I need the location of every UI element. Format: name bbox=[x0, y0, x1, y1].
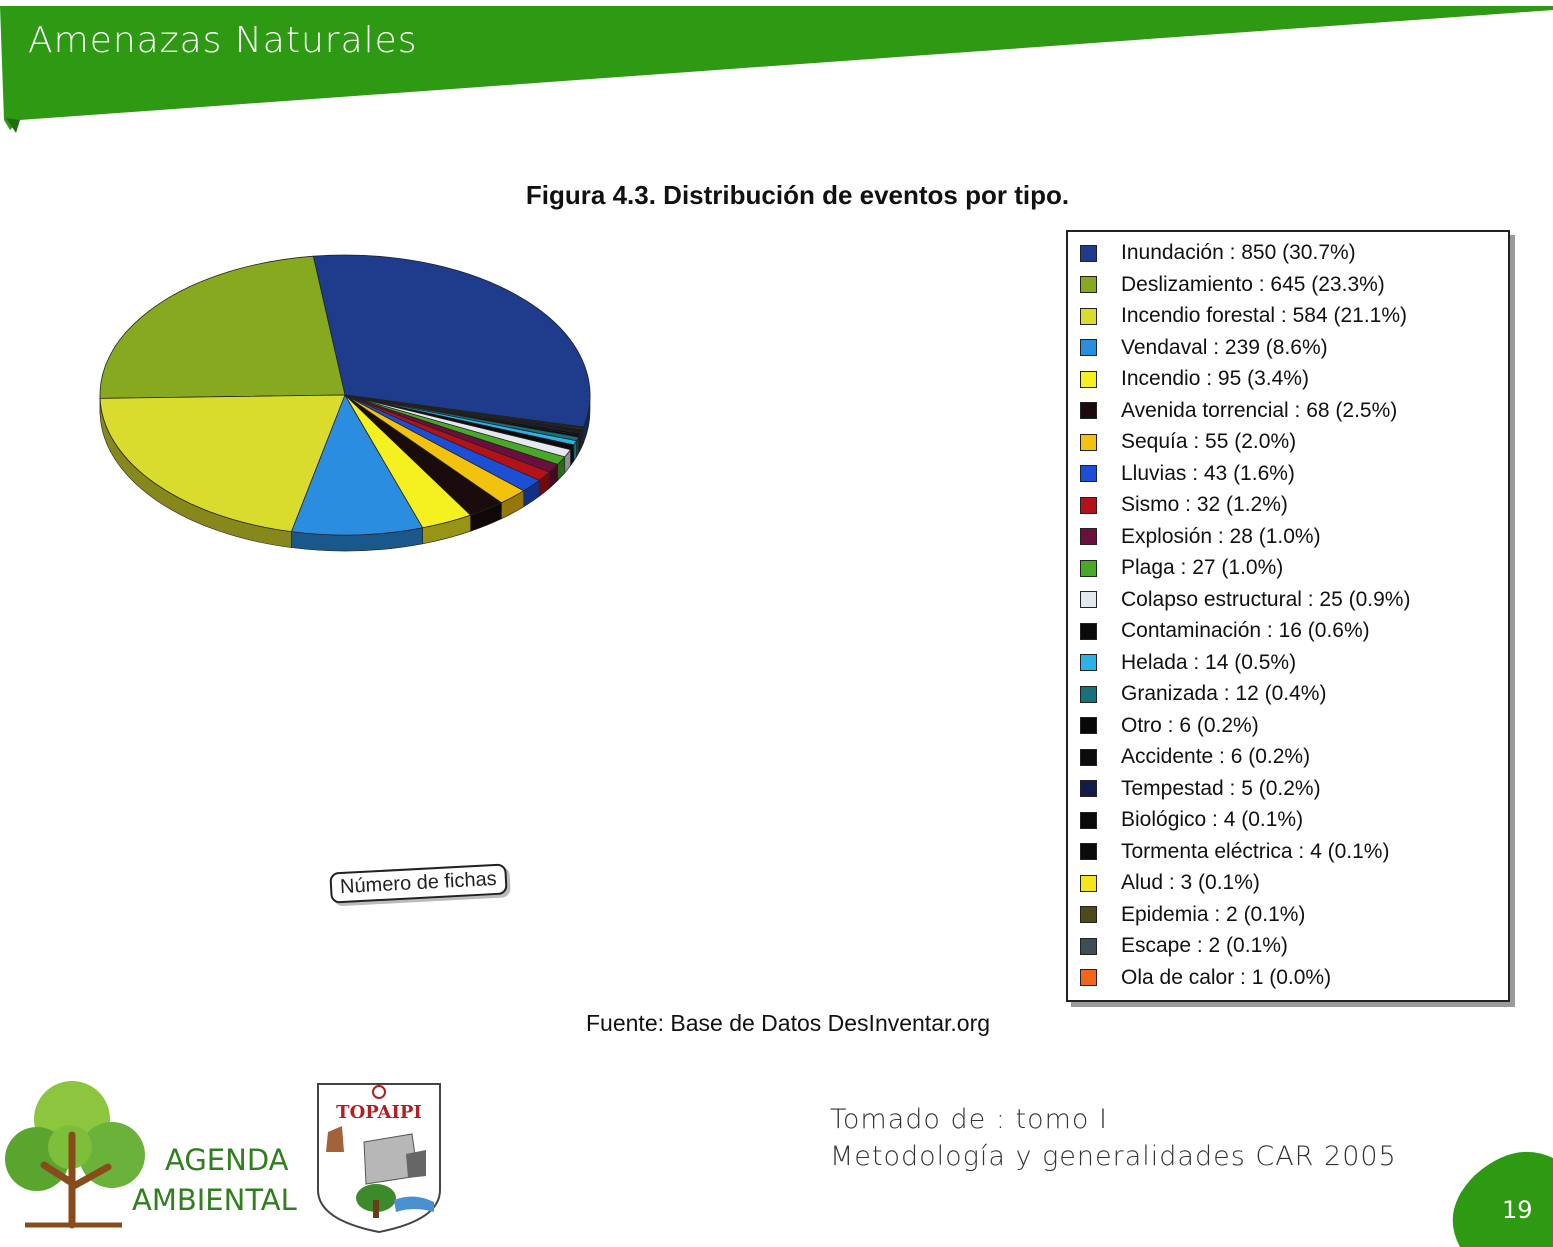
legend-label: Explosión : 28 (1.0%) bbox=[1121, 524, 1321, 548]
legend-item bbox=[1080, 333, 1328, 363]
legend-swatch bbox=[1080, 465, 1097, 482]
legend-item bbox=[1080, 238, 1356, 268]
legend-swatch bbox=[1080, 906, 1097, 923]
legend-swatch bbox=[1080, 560, 1097, 577]
legend-item bbox=[1080, 427, 1296, 457]
legend-swatch bbox=[1080, 623, 1097, 640]
legend-swatch bbox=[1080, 434, 1097, 451]
legend-item bbox=[1080, 931, 1288, 961]
legend-swatch bbox=[1080, 749, 1097, 766]
legend-swatch bbox=[1080, 843, 1097, 860]
legend-swatch bbox=[1080, 371, 1097, 388]
legend-swatch bbox=[1080, 654, 1097, 671]
legend-label: Tempestad : 5 (0.2%) bbox=[1121, 776, 1321, 800]
topaipi-crest bbox=[314, 1080, 444, 1235]
legend-swatch bbox=[1080, 339, 1097, 356]
legend-label: Incendio forestal : 584 (21.1%) bbox=[1121, 304, 1408, 327]
legend-label: Sismo : 32 (1.2%) bbox=[1121, 493, 1288, 516]
legend-item bbox=[1080, 963, 1331, 993]
legend-item bbox=[1080, 364, 1309, 394]
series-label-box: Número de fichas bbox=[329, 863, 507, 903]
legend-label: Vendaval : 239 (8.6%) bbox=[1121, 335, 1328, 359]
legend-swatch bbox=[1080, 276, 1097, 293]
legend-label: Lluvias : 43 (1.6%) bbox=[1121, 461, 1295, 485]
legend-swatch bbox=[1080, 686, 1097, 703]
legend-label: Inundación : 850 (30.7%) bbox=[1121, 241, 1356, 264]
legend-swatch bbox=[1080, 812, 1097, 829]
figure-title: Figura 4.3. Distribución de eventos por tipo. bbox=[525, 180, 1070, 210]
legend-item bbox=[1080, 711, 1259, 741]
legend-item bbox=[1080, 742, 1310, 772]
legend-label: Deslizamiento : 645 (23.3%) bbox=[1121, 272, 1385, 296]
legend-swatch bbox=[1080, 780, 1097, 797]
legend-swatch bbox=[1080, 591, 1097, 608]
legend-swatch bbox=[1080, 308, 1097, 325]
legend-label: Otro : 6 (0.2%) bbox=[1121, 713, 1259, 737]
legend-item bbox=[1080, 522, 1321, 552]
pie-chart bbox=[0, 0, 620, 600]
figure-source: Fuente: Base de Datos DesInventar.org bbox=[586, 1010, 991, 1036]
page-number-badge bbox=[1440, 1150, 1553, 1247]
page-number: 19 bbox=[1502, 1196, 1533, 1224]
legend-label: Avenida torrencial : 68 (2.5%) bbox=[1121, 398, 1398, 422]
legend-swatch bbox=[1080, 497, 1097, 514]
legend-label: Ola de calor : 1 (0.0%) bbox=[1121, 965, 1332, 989]
legend-item bbox=[1080, 270, 1385, 300]
legend-swatch bbox=[1080, 245, 1097, 262]
legend-label: Epidemia : 2 (0.1%) bbox=[1121, 902, 1306, 926]
legend-item bbox=[1080, 679, 1326, 709]
legend-label: Granizada : 12 (0.4%) bbox=[1121, 682, 1327, 705]
legend-item bbox=[1080, 490, 1288, 520]
legend-item bbox=[1080, 459, 1295, 489]
legend-swatch bbox=[1080, 938, 1097, 955]
legend-label: Alud : 3 (0.1%) bbox=[1121, 871, 1260, 894]
legend-label: Accidente : 6 (0.2%) bbox=[1121, 745, 1311, 768]
legend-label: Tormenta eléctrica : 4 (0.1%) bbox=[1121, 839, 1390, 863]
legend-label: Escape : 2 (0.1%) bbox=[1121, 934, 1288, 957]
crest-title: TOPAIPI bbox=[336, 1102, 422, 1123]
legend-item bbox=[1080, 900, 1305, 930]
legend-swatch bbox=[1080, 875, 1097, 892]
legend-label: Biológico : 4 (0.1%) bbox=[1121, 808, 1304, 831]
agenda-text: AGENDA bbox=[165, 1143, 289, 1177]
pie-slice-deslizamiento bbox=[100, 256, 345, 398]
credit-line-2: Metodología y generalidades CAR 2005 bbox=[830, 1141, 1397, 1172]
legend-item bbox=[1080, 616, 1370, 646]
legend-label: Helada : 14 (0.5%) bbox=[1121, 650, 1297, 674]
legend-item bbox=[1080, 648, 1296, 678]
legend-swatch bbox=[1080, 969, 1097, 986]
legend-label: Colapso estructural : 25 (0.9%) bbox=[1121, 587, 1411, 611]
legend-item bbox=[1080, 585, 1410, 615]
legend-item bbox=[1080, 301, 1407, 331]
legend-item bbox=[1080, 396, 1397, 426]
legend-label: Sequía : 55 (2.0%) bbox=[1121, 430, 1297, 453]
legend-item bbox=[1080, 774, 1321, 804]
ambiental-text: AMBIENTAL bbox=[132, 1183, 297, 1217]
legend-swatch bbox=[1080, 402, 1097, 419]
legend-swatch bbox=[1080, 717, 1097, 734]
credit-line-1: Tomado de : tomo I bbox=[830, 1104, 1108, 1135]
legend-label: Incendio : 95 (3.4%) bbox=[1121, 367, 1309, 390]
legend-item bbox=[1080, 553, 1283, 583]
legend-item bbox=[1080, 868, 1260, 898]
legend-item bbox=[1080, 805, 1303, 835]
legend-label: Contaminación : 16 (0.6%) bbox=[1121, 619, 1370, 642]
legend-swatch bbox=[1080, 528, 1097, 545]
legend-label: Plaga : 27 (1.0%) bbox=[1121, 556, 1284, 579]
legend-item bbox=[1080, 837, 1389, 867]
chart-legend bbox=[1066, 230, 1510, 1002]
page-section-title: Amenazas Naturales bbox=[28, 20, 418, 61]
